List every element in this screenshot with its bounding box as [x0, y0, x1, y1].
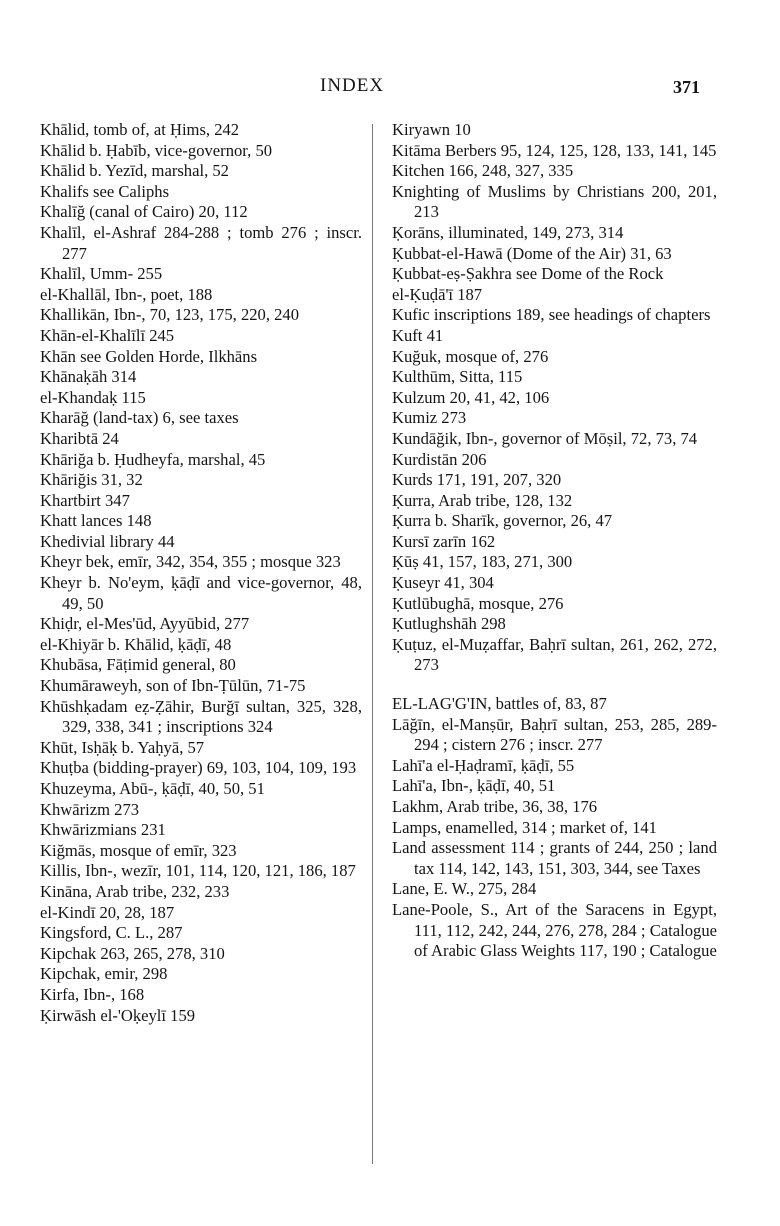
- index-entry: Khūshḳadam eẓ-Ẓāhir, Burğī sultan, 325, 328, 329, 338, 341 ; inscriptions 324: [40, 696, 362, 737]
- index-entry: Kheyr b. No'eym, ḳāḍī and vice-governor, 48, 49, 50: [40, 573, 362, 613]
- index-entry: Khumāraweyh, son of Ibn-Ṭūlūn, 71-75: [40, 676, 306, 696]
- index-entry: Khalīl, Umm- 255: [40, 264, 163, 284]
- index-entry: Kurds 171, 191, 207, 320: [392, 470, 562, 490]
- index-column-right: [392, 120, 717, 962]
- index-entry: Ḳuṭuz, el-Muẓaffar, Baḥrī sultan, 261, 262, 272, 273: [392, 634, 717, 675]
- index-entry: Kurdistān 206: [392, 449, 487, 469]
- index-entry: Killis, Ibn-, wezīr, 101, 114, 120, 121, 186, 187: [40, 861, 356, 881]
- index-entry: Khān see Golden Horde, Ilkhāns: [40, 346, 258, 366]
- index-entry: Lamps, enamelled, 314 ; market of, 141: [392, 817, 657, 837]
- index-entry: Khūt, Isḥāḳ b. Yaḥyā, 57: [40, 737, 205, 757]
- index-entry: Kipchak 263, 265, 278, 310: [40, 943, 225, 963]
- index-entry: Khalīl, el-Ashraf 284-288 ; tomb 276 ; inscr. 277: [40, 222, 362, 263]
- index-entry: Khubāsa, Fāṭimid general, 80: [40, 655, 236, 675]
- index-entry: Knighting of Muslims by Christians 200, 201, 213: [392, 181, 717, 222]
- index-entry: Khallikān, Ibn-, 70, 123, 175, 220, 240: [40, 305, 300, 325]
- index-entry: Khwārizm 273: [40, 799, 140, 819]
- index-entry: Ḳurra b. Sharīk, governor, 26, 47: [392, 511, 613, 531]
- index-entry: Khāriğa b. Ḥudheyfa, marshal, 45: [40, 449, 266, 469]
- index-entry: Lakhm, Arab tribe, 36, 38, 176: [392, 797, 598, 816]
- index-entry: Lane-Poole, S., Art of the Saracens in Egypt, 111, 112, 242, 244, 276, 278, 284 ; Catalogue of Arabic Glass Weights 117, 190 ; Catalogue: [392, 899, 717, 961]
- index-entry: Khiḍr, el-Mes'ūd, Ayyūbid, 277: [40, 614, 250, 634]
- index-entry: Khuṭba (bidding-prayer) 69, 103, 104, 109, 193: [40, 758, 357, 778]
- index-entry: Khuzeyma, Abū-, ḳāḍī, 40, 50, 51: [40, 779, 265, 798]
- page-header: [0, 73, 780, 103]
- index-entry: Khālid b. Ḥabīb, vice-governor, 50: [40, 140, 273, 160]
- index-entry: Kharāğ (land-tax) 6, see taxes: [40, 408, 239, 428]
- index-entry: Kirfa, Ibn-, 168: [40, 984, 145, 1004]
- index-entry: Kuğuk, mosque of, 276: [392, 346, 549, 366]
- index-entry: Khalīğ (canal of Cairo) 20, 112: [40, 202, 248, 222]
- index-entry: Ḳurra, Arab tribe, 128, 132: [392, 490, 573, 510]
- running-title: INDEX: [320, 75, 385, 96]
- index-entry: Kitchen 166, 248, 327, 335: [392, 161, 574, 181]
- index-entry: Khālid b. Yezīd, marshal, 52: [40, 161, 229, 181]
- index-entry: Kitāma Berbers 95, 124, 125, 128, 133, 141, 145: [392, 140, 717, 160]
- index-entry: Kheyr bek, emīr, 342, 354, 355 ; mosque 323: [40, 552, 341, 572]
- index-entry: Ḳorāns, illuminated, 149, 273, 314: [392, 222, 624, 242]
- index-entry: Kingsford, C. L., 287: [40, 923, 183, 943]
- index-entry: Khāriğis 31, 32: [40, 470, 143, 490]
- index-entry: el-Kindī 20, 28, 187: [40, 902, 175, 922]
- index-entry: Ḳubbat-el-Hawā (Dome of the Air) 31, 63: [392, 243, 672, 263]
- index-entry: Lāğīn, el-Manṣūr, Baḥrī sultan, 253, 285, 289-294 ; cistern 276 ; inscr. 277: [392, 714, 717, 755]
- index-entry: Lane, E. W., 275, 284: [392, 879, 537, 899]
- index-entry: Lahī'a, Ibn-, ḳāḍī, 40, 51: [392, 776, 556, 796]
- index-entry: Land assessment 114 ; grants of 244, 250 ; land tax 114, 142, 143, 151, 303, 344, see Taxes: [392, 838, 717, 878]
- index-column-left: [40, 120, 362, 1026]
- index-entry: Kuft 41: [392, 325, 444, 345]
- index-entry: Kharibtā 24: [40, 428, 119, 448]
- index-entry: Kumiz 273: [392, 408, 467, 428]
- index-entry: Khartbirt 347: [40, 490, 130, 510]
- index-entry: Kipchak, emir, 298: [40, 964, 168, 984]
- index-entry: Kulzum 20, 41, 42, 106: [392, 387, 550, 407]
- index-entry: Kulthūm, Sitta, 115: [392, 367, 523, 387]
- index-entry: el-Khallāl, Ibn-, poet, 188: [40, 284, 213, 304]
- index-entry: Khānaḳāh 314: [40, 367, 137, 387]
- index-entry: Ḳirwāsh el-'Oḳeylī 159: [40, 1005, 196, 1025]
- page-number: 371: [673, 77, 700, 97]
- index-entry: Khalifs see Caliphs: [40, 181, 170, 201]
- index-entry: el-Khandaḳ 115: [40, 387, 146, 407]
- index-entry: Ḳubbat-eṣ-Ṣakhra see Dome of the Rock: [392, 264, 664, 284]
- index-entry: Khwārizmians 231: [40, 820, 166, 840]
- column-divider: [372, 124, 373, 1164]
- index-entry: Kundāğik, Ibn-, governor of Mōṣil, 72, 73, 74: [392, 428, 698, 448]
- index-entry: Ḳuseyr 41, 304: [392, 573, 494, 593]
- index-entry: Lahī'a el-Ḥaḍramī, ḳāḍī, 55: [392, 755, 575, 775]
- index-entry: Khān-el-Khalīlī 245: [40, 325, 175, 345]
- index-entry: Ḳūṣ 41, 157, 183, 271, 300: [392, 552, 573, 572]
- index-entry: Kufic inscriptions 189, see headings of chapters: [392, 305, 711, 325]
- index-entry: Khālid, tomb of, at Ḥims, 242: [40, 120, 240, 139]
- index-entry: el-Ḳuḍā'ī 187: [392, 284, 483, 304]
- index-entry: Kiryawn 10: [392, 120, 471, 139]
- index-entry: Ḳutlughshāh 298: [392, 614, 506, 634]
- index-entry: el-Khiyār b. Khālid, ḳāḍī, 48: [40, 634, 232, 654]
- index-entry: Kināna, Arab tribe, 232, 233: [40, 881, 230, 901]
- index-entry: Khatt lances 148: [40, 511, 152, 531]
- index-entry: Khedivial library 44: [40, 531, 175, 551]
- index-entry: Ḳutlūbughā, mosque, 276: [392, 593, 564, 613]
- index-entry: Kursī zarīn 162: [392, 531, 496, 551]
- index-entry: Kiğmās, mosque of emīr, 323: [40, 840, 237, 860]
- index-entry: EL-LAG'G'IN, battles of, 83, 87: [392, 694, 607, 714]
